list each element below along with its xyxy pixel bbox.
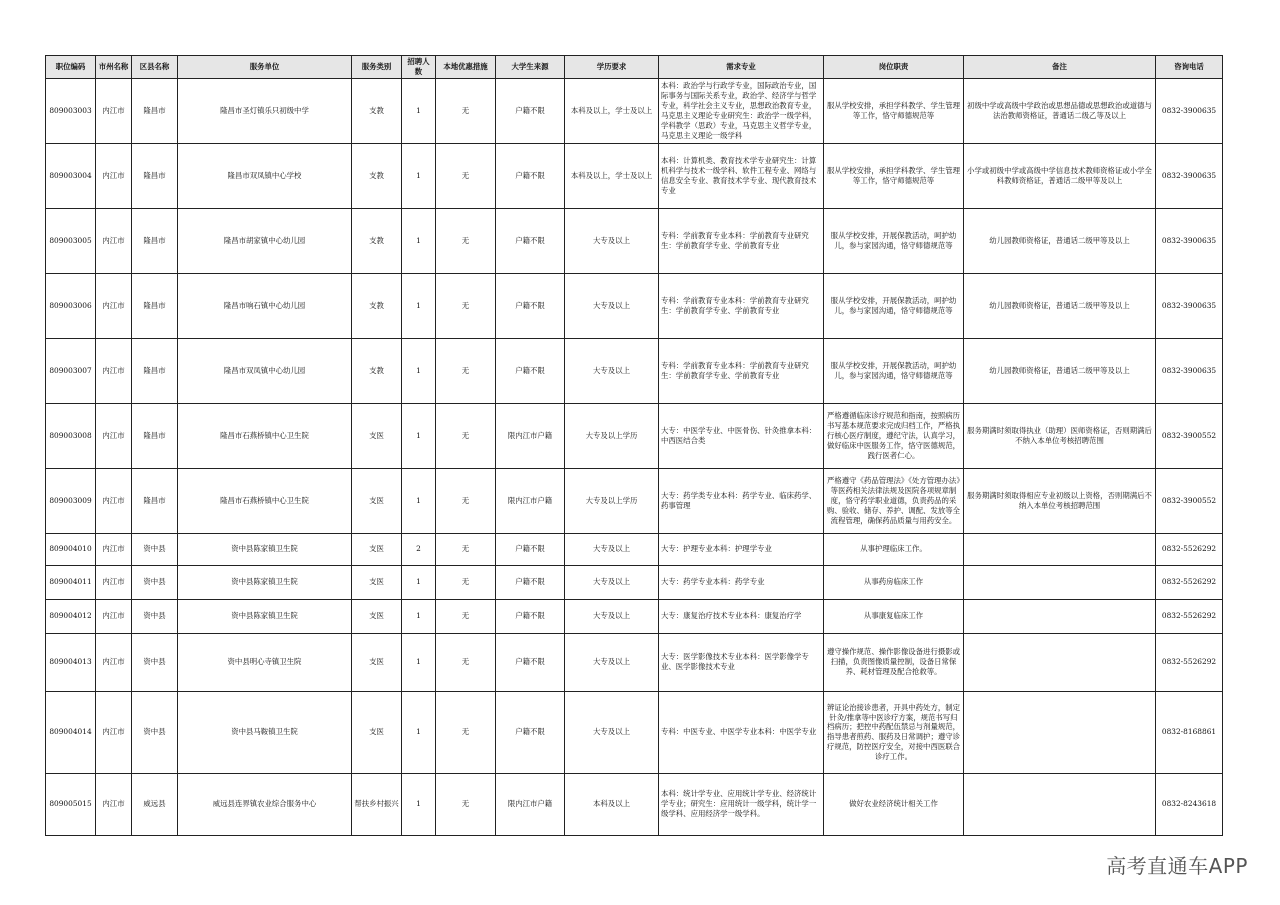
table-row xyxy=(46,533,1223,565)
cell-major: 专科：学前教育专业本科：学前教育专业研究生：学前教育学专业、学前教育专业 xyxy=(659,273,824,338)
cell-num: 1 xyxy=(402,599,436,633)
cell-code: 809004014 xyxy=(46,691,96,773)
cell-local: 无 xyxy=(436,143,496,208)
cell-num: 1 xyxy=(402,468,436,533)
cell-edu: 大专及以上学历 xyxy=(565,403,659,468)
cell-county: 隆昌市 xyxy=(132,143,178,208)
table-row xyxy=(46,143,1223,208)
table-row xyxy=(46,338,1223,403)
cell-unit: 隆昌市胡家镇中心幼儿园 xyxy=(178,208,352,273)
cell-unit: 资中县陈家镇卫生院 xyxy=(178,533,352,565)
table-row xyxy=(46,691,1223,773)
cell-county: 资中县 xyxy=(132,633,178,691)
cell-unit: 资中县明心寺镇卫生院 xyxy=(178,633,352,691)
header-duty: 岗位职责 xyxy=(824,56,964,79)
cell-duty: 做好农业经济统计相关工作 xyxy=(824,773,964,835)
cell-phone: 0832-3900552 xyxy=(1156,403,1223,468)
cell-category: 支医 xyxy=(352,565,402,599)
cell-num: 1 xyxy=(402,565,436,599)
header-row xyxy=(46,56,1223,79)
cell-code: 809003005 xyxy=(46,208,96,273)
cell-phone: 0832-8168861 xyxy=(1156,691,1223,773)
cell-duty: 辨证论治接诊患者，开具中药处方，制定针灸/推拿等中医诊疗方案，规范书写归档病历；把控中药配伍禁忌与剂量规范，指导患者煎药、服药及日常调护；遵守诊疗规范，防控医疗安全，对接中西医联合诊疗工作。 xyxy=(824,691,964,773)
cell-unit: 隆昌市双凤镇中心学校 xyxy=(178,143,352,208)
cell-major: 大专：中医学专业、中医骨伤、针灸推拿本科：中西医结合类 xyxy=(659,403,824,468)
cell-note xyxy=(964,633,1156,691)
cell-source: 限内江市户籍 xyxy=(496,468,565,533)
cell-num: 1 xyxy=(402,773,436,835)
cell-county: 隆昌市 xyxy=(132,273,178,338)
cell-num: 1 xyxy=(402,403,436,468)
cell-county: 资中县 xyxy=(132,565,178,599)
cell-category: 支教 xyxy=(352,208,402,273)
cell-duty: 服从学校安排，承担学科教学、学生管理等工作，恪守师德规范等 xyxy=(824,143,964,208)
cell-note: 服务期满时须取得相应专业初级以上资格，否则期满后不纳入本单位考核招聘范围 xyxy=(964,468,1156,533)
cell-note: 幼儿园教师资格证，普通话二级甲等及以上 xyxy=(964,273,1156,338)
table-row xyxy=(46,208,1223,273)
cell-phone: 0832-5526292 xyxy=(1156,533,1223,565)
cell-edu: 本科及以上，学士及以上 xyxy=(565,78,659,143)
cell-major: 大专：药学专业本科：药学专业 xyxy=(659,565,824,599)
cell-edu: 大专及以上 xyxy=(565,273,659,338)
cell-code: 809004013 xyxy=(46,633,96,691)
cell-county: 威远县 xyxy=(132,773,178,835)
cell-category: 支教 xyxy=(352,143,402,208)
cell-city: 内江市 xyxy=(96,533,132,565)
cell-unit: 隆昌市石燕桥镇中心卫生院 xyxy=(178,468,352,533)
table-row xyxy=(46,565,1223,599)
cell-city: 内江市 xyxy=(96,143,132,208)
header-edu: 学历要求 xyxy=(565,56,659,79)
cell-county: 资中县 xyxy=(132,599,178,633)
cell-phone: 0832-3900635 xyxy=(1156,78,1223,143)
cell-local: 无 xyxy=(436,403,496,468)
cell-edu: 大专及以上 xyxy=(565,533,659,565)
cell-duty: 从事康复临床工作 xyxy=(824,599,964,633)
cell-code: 809003007 xyxy=(46,338,96,403)
cell-edu: 本科及以上 xyxy=(565,773,659,835)
cell-county: 隆昌市 xyxy=(132,78,178,143)
cell-major: 本科：统计学专业、应用统计学专业、经济统计学专业；研究生：应用统计一级学科，统计学一级学科、应用经济学一级学科。 xyxy=(659,773,824,835)
cell-source: 户籍不限 xyxy=(496,533,565,565)
cell-code: 809003003 xyxy=(46,78,96,143)
cell-county: 资中县 xyxy=(132,691,178,773)
cell-category: 支教 xyxy=(352,338,402,403)
cell-phone: 0832-5526292 xyxy=(1156,599,1223,633)
cell-num: 1 xyxy=(402,78,436,143)
cell-phone: 0832-3900635 xyxy=(1156,143,1223,208)
cell-major: 大专：护理专业本科：护理学专业 xyxy=(659,533,824,565)
cell-edu: 大专及以上 xyxy=(565,691,659,773)
cell-county: 隆昌市 xyxy=(132,208,178,273)
header-unit: 服务单位 xyxy=(178,56,352,79)
header-code: 职位编码 xyxy=(46,56,96,79)
header-source: 大学生来源 xyxy=(496,56,565,79)
cell-note xyxy=(964,565,1156,599)
cell-unit: 隆昌市圣灯镇乐只初级中学 xyxy=(178,78,352,143)
cell-unit: 资中县陈家镇卫生院 xyxy=(178,565,352,599)
cell-source: 户籍不限 xyxy=(496,633,565,691)
cell-source: 户籍不限 xyxy=(496,599,565,633)
cell-duty: 从事药房临床工作 xyxy=(824,565,964,599)
cell-local: 无 xyxy=(436,565,496,599)
cell-phone: 0832-5526292 xyxy=(1156,565,1223,599)
table-row xyxy=(46,633,1223,691)
cell-major: 大专：药学类专业本科：药学专业、临床药学、药事管理 xyxy=(659,468,824,533)
cell-num: 1 xyxy=(402,273,436,338)
cell-county: 隆昌市 xyxy=(132,338,178,403)
cell-local: 无 xyxy=(436,633,496,691)
cell-code: 809004011 xyxy=(46,565,96,599)
cell-phone: 0832-3900635 xyxy=(1156,208,1223,273)
cell-phone: 0832-5526292 xyxy=(1156,633,1223,691)
cell-phone: 0832-3900635 xyxy=(1156,273,1223,338)
cell-note xyxy=(964,533,1156,565)
cell-source: 户籍不限 xyxy=(496,565,565,599)
table-body xyxy=(46,78,1223,835)
cell-unit: 资中县陈家镇卫生院 xyxy=(178,599,352,633)
cell-city: 内江市 xyxy=(96,691,132,773)
cell-duty: 服从学校安排，开展保教活动，呵护幼儿，参与家园沟通，恪守师德规范等 xyxy=(824,273,964,338)
cell-edu: 本科及以上，学士及以上 xyxy=(565,143,659,208)
header-phone: 咨询电话 xyxy=(1156,56,1223,79)
cell-code: 809003004 xyxy=(46,143,96,208)
cell-unit: 隆昌市石燕桥镇中心卫生院 xyxy=(178,403,352,468)
cell-edu: 大专及以上学历 xyxy=(565,468,659,533)
header-city: 市州名称 xyxy=(96,56,132,79)
cell-source: 户籍不限 xyxy=(496,691,565,773)
cell-local: 无 xyxy=(436,78,496,143)
cell-edu: 大专及以上 xyxy=(565,599,659,633)
cell-city: 内江市 xyxy=(96,599,132,633)
cell-duty: 严格遵循临床诊疗规范和指南，按照病历书写基本规范要求完成归档工作，严格执行核心医疗制度，遵纪守法，认真学习，做好临床中医服务工作，恪守医德规范，践行医者仁心。 xyxy=(824,403,964,468)
cell-phone: 0832-3900552 xyxy=(1156,468,1223,533)
cell-category: 支医 xyxy=(352,599,402,633)
cell-city: 内江市 xyxy=(96,773,132,835)
cell-unit: 隆昌市双凤镇中心幼儿园 xyxy=(178,338,352,403)
table-row xyxy=(46,599,1223,633)
cell-note xyxy=(964,691,1156,773)
cell-city: 内江市 xyxy=(96,338,132,403)
cell-local: 无 xyxy=(436,533,496,565)
cell-code: 809005015 xyxy=(46,773,96,835)
cell-category: 支医 xyxy=(352,468,402,533)
cell-county: 隆昌市 xyxy=(132,403,178,468)
cell-source: 限内江市户籍 xyxy=(496,403,565,468)
cell-local: 无 xyxy=(436,208,496,273)
cell-city: 内江市 xyxy=(96,78,132,143)
cell-major: 本科：政治学与行政学专业，国际政治专业，国际事务与国际关系专业，政治学、经济学与哲学专业，科学社会主义专业，思想政治教育专业，马克思主义理论专业研究生：政治学一级学科，学科教学（思政）专业，马克思主义哲学专业，马克思主义理论一级学科 xyxy=(659,78,824,143)
cell-duty: 严格遵守《药品管理法》《处方管理办法》等医药相关法律法规及医院各项规章制度，恪守药学职业道德，负责药品的采购、验收、储存、养护、调配、发放等全流程管理，确保药品质量与用药安全。 xyxy=(824,468,964,533)
cell-duty: 服从学校安排，承担学科教学、学生管理等工作，恪守师德规范等 xyxy=(824,78,964,143)
header-note: 备注 xyxy=(964,56,1156,79)
cell-local: 无 xyxy=(436,273,496,338)
cell-edu: 大专及以上 xyxy=(565,633,659,691)
cell-num: 1 xyxy=(402,691,436,773)
cell-source: 户籍不限 xyxy=(496,273,565,338)
header-county: 区县名称 xyxy=(132,56,178,79)
cell-local: 无 xyxy=(436,599,496,633)
cell-category: 支医 xyxy=(352,533,402,565)
cell-unit: 隆昌市响石镇中心幼儿园 xyxy=(178,273,352,338)
cell-major: 本科：计算机类、教育技术学专业研究生：计算机科学与技术一级学科、软件工程专业、网络与信息安全专业、教育技术学专业、现代教育技术专业 xyxy=(659,143,824,208)
job-table xyxy=(45,55,1223,836)
cell-phone: 0832-8243618 xyxy=(1156,773,1223,835)
cell-num: 2 xyxy=(402,533,436,565)
cell-city: 内江市 xyxy=(96,633,132,691)
cell-category: 支医 xyxy=(352,633,402,691)
cell-local: 无 xyxy=(436,338,496,403)
cell-note xyxy=(964,773,1156,835)
cell-num: 1 xyxy=(402,208,436,273)
cell-duty: 服从学校安排，开展保教活动，呵护幼儿，参与家园沟通，恪守师德规范等 xyxy=(824,208,964,273)
cell-unit: 资中县马鞍镇卫生院 xyxy=(178,691,352,773)
cell-note: 幼儿园教师资格证，普通话二级甲等及以上 xyxy=(964,338,1156,403)
cell-city: 内江市 xyxy=(96,208,132,273)
header-num: 招聘人数 xyxy=(402,56,436,79)
cell-major: 专科：学前教育专业本科：学前教育专业研究生：学前教育学专业、学前教育专业 xyxy=(659,208,824,273)
cell-phone: 0832-3900635 xyxy=(1156,338,1223,403)
header-local: 本地优惠措施 xyxy=(436,56,496,79)
cell-edu: 大专及以上 xyxy=(565,208,659,273)
cell-category: 支教 xyxy=(352,273,402,338)
cell-local: 无 xyxy=(436,773,496,835)
table-row xyxy=(46,78,1223,143)
cell-source: 户籍不限 xyxy=(496,338,565,403)
watermark: 高考直通车APP xyxy=(1106,854,1248,878)
cell-num: 1 xyxy=(402,633,436,691)
cell-duty: 服从学校安排，开展保教活动，呵护幼儿，参与家园沟通，恪守师德规范等 xyxy=(824,338,964,403)
cell-unit: 威远县连界镇农业综合服务中心 xyxy=(178,773,352,835)
cell-edu: 大专及以上 xyxy=(565,565,659,599)
cell-category: 支医 xyxy=(352,403,402,468)
cell-city: 内江市 xyxy=(96,403,132,468)
table-row xyxy=(46,468,1223,533)
cell-num: 1 xyxy=(402,338,436,403)
cell-major: 专科：学前教育专业本科：学前教育专业研究生：学前教育学专业、学前教育专业 xyxy=(659,338,824,403)
cell-code: 809003006 xyxy=(46,273,96,338)
cell-num: 1 xyxy=(402,143,436,208)
header-category: 服务类别 xyxy=(352,56,402,79)
cell-major: 大专：康复治疗技术专业本科：康复治疗学 xyxy=(659,599,824,633)
cell-note: 幼儿园教师资格证，普通话二级甲等及以上 xyxy=(964,208,1156,273)
cell-city: 内江市 xyxy=(96,273,132,338)
cell-code: 809003009 xyxy=(46,468,96,533)
table-row xyxy=(46,403,1223,468)
cell-source: 户籍不限 xyxy=(496,143,565,208)
cell-source: 户籍不限 xyxy=(496,78,565,143)
table-row xyxy=(46,773,1223,835)
cell-category: 帮扶乡村振兴 xyxy=(352,773,402,835)
cell-category: 支教 xyxy=(352,78,402,143)
table-row xyxy=(46,273,1223,338)
cell-local: 无 xyxy=(436,468,496,533)
cell-note: 初级中学或高级中学政治或思想品德或思想政治或道德与法治教师资格证，普通话二级乙等及以上 xyxy=(964,78,1156,143)
cell-major: 大专：医学影像技术专业本科：医学影像学专业、医学影像技术专业 xyxy=(659,633,824,691)
cell-source: 户籍不限 xyxy=(496,208,565,273)
cell-note xyxy=(964,599,1156,633)
cell-major: 专科：中医专业、中医学专业本科：中医学专业 xyxy=(659,691,824,773)
cell-county: 隆昌市 xyxy=(132,468,178,533)
cell-edu: 大专及以上 xyxy=(565,338,659,403)
cell-code: 809004010 xyxy=(46,533,96,565)
cell-county: 资中县 xyxy=(132,533,178,565)
cell-duty: 遵守操作规范、操作影像设备进行摄影或扫描，负责图像质量控制，设备日常保养、耗材管理及配合抢救等。 xyxy=(824,633,964,691)
cell-source: 限内江市户籍 xyxy=(496,773,565,835)
cell-local: 无 xyxy=(436,691,496,773)
cell-category: 支医 xyxy=(352,691,402,773)
cell-note: 服务期满时须取得执业（助理）医师资格证，否则期满后不纳入本单位考核招聘范围 xyxy=(964,403,1156,468)
header-major: 需求专业 xyxy=(659,56,824,79)
cell-note: 小学或初级中学或高级中学信息技术教师资格证或小学全科教师资格证，普通话二级甲等及以上 xyxy=(964,143,1156,208)
cell-city: 内江市 xyxy=(96,565,132,599)
cell-code: 809003008 xyxy=(46,403,96,468)
cell-duty: 从事护理临床工作。 xyxy=(824,533,964,565)
cell-code: 809004012 xyxy=(46,599,96,633)
cell-city: 内江市 xyxy=(96,468,132,533)
